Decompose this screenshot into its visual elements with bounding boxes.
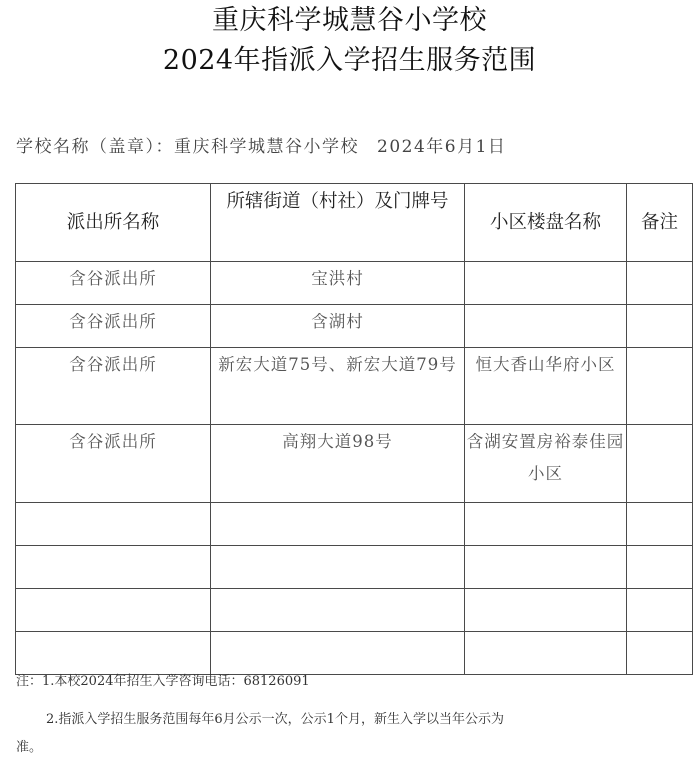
table-row	[16, 546, 693, 589]
cell-remarks	[627, 305, 693, 348]
cell-police-station: 含谷派出所	[16, 305, 211, 348]
cell-residential-complex	[465, 262, 627, 305]
cell-residential-complex	[465, 546, 627, 589]
cell-remarks	[627, 425, 693, 503]
cell-street-address: 高翔大道98号	[211, 425, 465, 503]
table-header-row	[16, 184, 693, 262]
table-row	[16, 425, 693, 503]
note-publicity-rule-end: 准。	[16, 740, 43, 755]
cell-police-station	[16, 546, 211, 589]
cell-residential-complex	[465, 589, 627, 632]
cell-remarks	[627, 589, 693, 632]
cell-residential-complex	[465, 503, 627, 546]
table-row	[16, 305, 693, 348]
school-name-label: 学校名称（盖章）：重庆科学城慧谷小学校	[16, 137, 359, 157]
note-contact-phone: 注：1.本校2024年招生入学咨询电话：68126091	[16, 674, 310, 689]
cell-residential-complex	[465, 632, 627, 675]
document-title-line1: 重庆科学城慧谷小学校	[212, 5, 487, 36]
cell-remarks	[627, 348, 693, 425]
school-name-line	[16, 132, 506, 157]
header-police-station: 派出所名称	[16, 184, 211, 262]
note-publicity-rule: 2.指派入学招生服务范围每年6月公示一次，公示1个月，新生入学以当年公示为	[46, 712, 504, 727]
cell-residential-complex	[465, 305, 627, 348]
cell-remarks	[627, 503, 693, 546]
cell-street-address: 含湖村	[211, 305, 465, 348]
table-row	[16, 632, 693, 675]
cell-police-station	[16, 589, 211, 632]
table-row	[16, 503, 693, 546]
cell-residential-complex: 恒大香山华府小区	[465, 348, 627, 425]
enrollment-scope-table	[15, 183, 693, 675]
table-row	[16, 262, 693, 305]
header-remarks: 备注	[627, 184, 693, 262]
cell-remarks	[627, 262, 693, 305]
cell-police-station	[16, 503, 211, 546]
cell-remarks	[627, 632, 693, 675]
header-street-address: 所辖街道（村社）及门牌号	[211, 184, 465, 262]
cell-police-station: 含谷派出所	[16, 425, 211, 503]
document-title-line2: 2024年指派入学招生服务范围	[162, 45, 537, 76]
header-residential-complex: 小区楼盘名称	[465, 184, 627, 262]
cell-street-address	[211, 546, 465, 589]
cell-police-station	[16, 632, 211, 675]
cell-remarks	[627, 546, 693, 589]
cell-street-address	[211, 503, 465, 546]
cell-street-address: 宝洪村	[211, 262, 465, 305]
cell-residential-complex: 含湖安置房裕泰佳园小区	[465, 425, 627, 503]
cell-police-station: 含谷派出所	[16, 348, 211, 425]
cell-street-address	[211, 589, 465, 632]
cell-police-station: 含谷派出所	[16, 262, 211, 305]
publish-date: 2024年6月1日	[377, 137, 507, 157]
cell-street-address	[211, 632, 465, 675]
cell-street-address: 新宏大道75号、新宏大道79号	[211, 348, 465, 425]
table-row	[16, 348, 693, 425]
table-row	[16, 589, 693, 632]
